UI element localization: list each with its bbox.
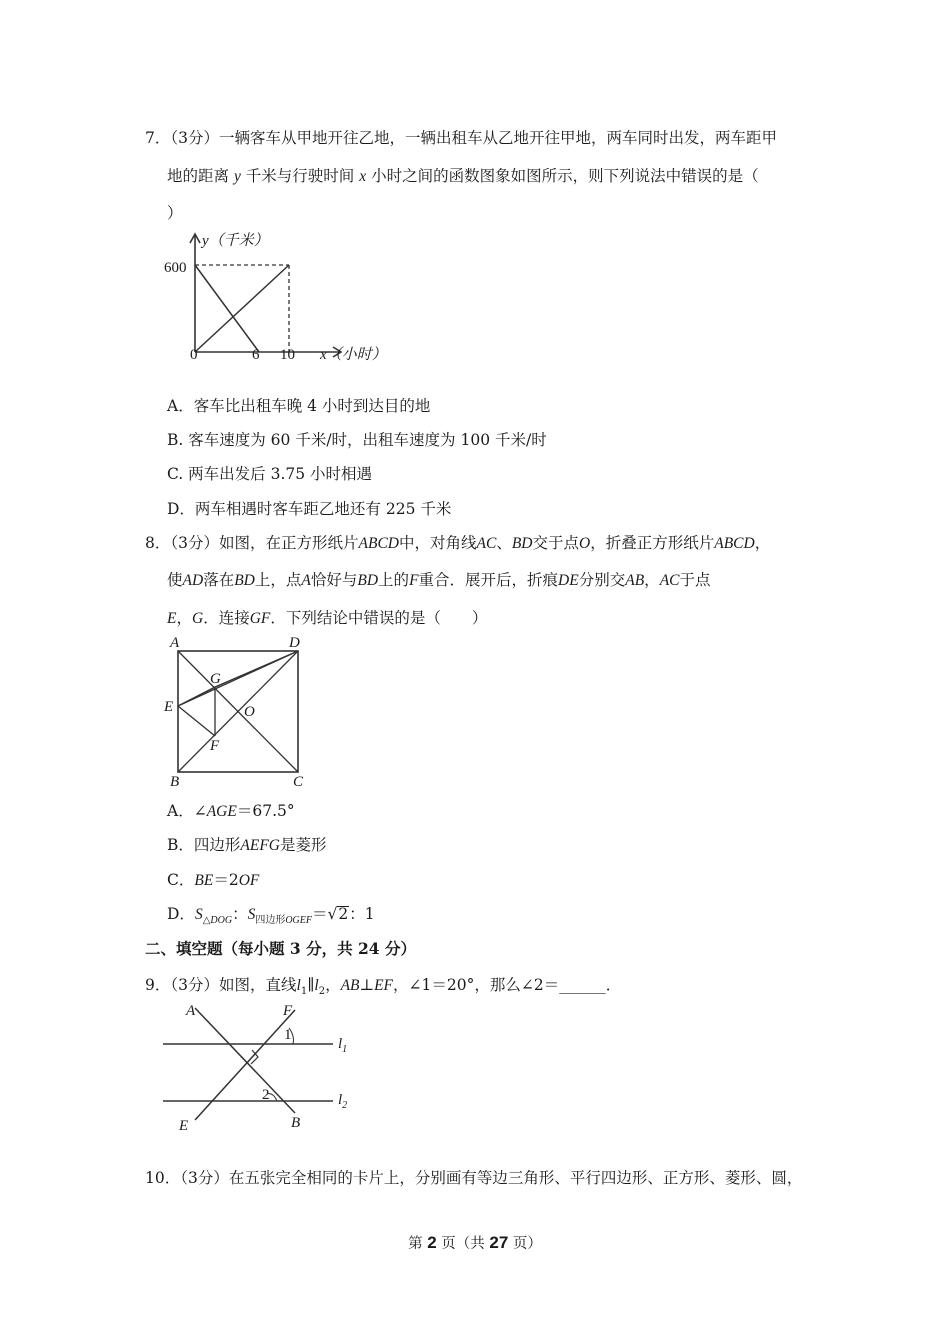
q9-label-angle1: 1	[284, 1027, 292, 1043]
q8-label-a: A	[170, 635, 180, 651]
q7-origin-label: 0	[190, 347, 198, 363]
q9-label-a: A	[186, 1003, 196, 1019]
q7-bus-line	[195, 265, 289, 352]
q9-line-ab	[195, 1008, 295, 1113]
q8-label-c: C	[293, 774, 304, 790]
q7-x-tick-10: 10	[280, 347, 295, 363]
q7-y-axis-label: y（千米）	[202, 233, 269, 249]
q9-answer-blank[interactable]: ______	[559, 976, 606, 994]
q8-segment-ef	[178, 706, 215, 736]
q9-line-ef	[195, 1010, 295, 1120]
q7-line2: 地的距离 y 千米与行驶时间 x 小时之间的函数图象如图所示，则下列说法中错误的是（	[167, 167, 759, 185]
q8-line3: E，G．连接GF．下列结论中错误的是（ ）	[167, 609, 488, 627]
q8-option-c[interactable]: C．BE＝2OF	[167, 871, 260, 889]
q8-option-a[interactable]: A．∠AGE＝67.5°	[167, 802, 295, 820]
total-pages: 27	[489, 1233, 509, 1252]
q8-score: （3分）	[170, 534, 219, 552]
q9-number: 9．	[145, 976, 171, 994]
q7-option-c[interactable]: C. 两车出发后 3.75 小时相遇	[167, 465, 373, 483]
q8-shaded-triangle	[178, 651, 298, 706]
q8-label-d: D	[289, 635, 300, 651]
q7-number: 7．	[145, 129, 171, 147]
q8-label-o: O	[244, 704, 255, 720]
q7-line1: 7．（3分）一辆客车从甲地开往乙地，一辆出租车从乙地开往甲地，两车同时出发，两车距甲	[145, 129, 778, 147]
q7-x-axis-label: x（小时）	[320, 347, 387, 363]
q9-label-angle2: 2	[262, 1087, 270, 1103]
q9-label-e: E	[179, 1118, 189, 1134]
q7-option-a[interactable]: A．客车比出租车晚 4 小时到达目的地	[167, 397, 431, 415]
section-2-heading: 二、填空题（每小题 3 分，共 24 分）	[145, 939, 416, 958]
q10-line1: 10．（3分）在五张完全相同的卡片上，分别画有等边三角形、平行四边形、正方形、菱形、圆，	[145, 1169, 803, 1187]
q7-x-tick-6: 6	[252, 347, 260, 363]
current-page-number: 2	[427, 1233, 437, 1252]
q7-y-tick-600: 600	[164, 260, 187, 276]
page-footer: 第 2 页（共 27 页）	[408, 1233, 542, 1252]
q9-label-b: B	[291, 1115, 301, 1131]
q7-score: （3分）	[170, 129, 219, 147]
q9-label-l2: $l_2$	[338, 1092, 348, 1111]
q8-square-figure	[158, 632, 318, 792]
q8-label-g: G	[210, 671, 221, 687]
q7-distance-time-graph	[155, 228, 405, 368]
q8-option-d[interactable]: D．$S_{\triangle DOG}$：$S_{四边形OGEF}=√2$：1	[167, 905, 375, 927]
q9-label-f: F	[283, 1003, 293, 1019]
q8-option-b[interactable]: B．四边形AEFG是菱形	[167, 836, 327, 854]
q7-option-b[interactable]: B. 客车速度为 60 千米/时，出租车速度为 100 千米/时	[167, 431, 547, 449]
q7-line3: ）	[167, 204, 183, 222]
q8-line2: 使AD落在BD上，点A恰好与BD上的F重合．展开后，折痕DE分别交AB，AC于点	[167, 571, 711, 589]
q7-option-d[interactable]: D．两车相遇时客车距乙地还有 225 千米	[167, 500, 452, 518]
q9-parallel-lines-figure	[155, 998, 365, 1138]
q10-score: （3分）	[180, 1169, 229, 1187]
q9-score: （3分）	[170, 976, 219, 994]
q8-label-e: E	[164, 699, 174, 715]
q8-label-b: B	[170, 774, 180, 790]
q8-label-f: F	[210, 738, 220, 754]
q9-label-l1: $l_1$	[338, 1036, 348, 1055]
q8-line1: 8．（3分）如图，在正方形纸片ABCD中，对角线AC、BD交于点O，折叠正方形纸片ABCD，	[145, 534, 771, 552]
q9-line1: 9．（3分）如图，直线$l_1\parallel l_2$，AB⊥EF，∠1＝20°，那么∠2＝______．	[145, 976, 622, 998]
q7-taxi-line	[195, 265, 259, 352]
q10-number: 10．	[145, 1169, 181, 1187]
q8-number: 8．	[145, 534, 171, 552]
